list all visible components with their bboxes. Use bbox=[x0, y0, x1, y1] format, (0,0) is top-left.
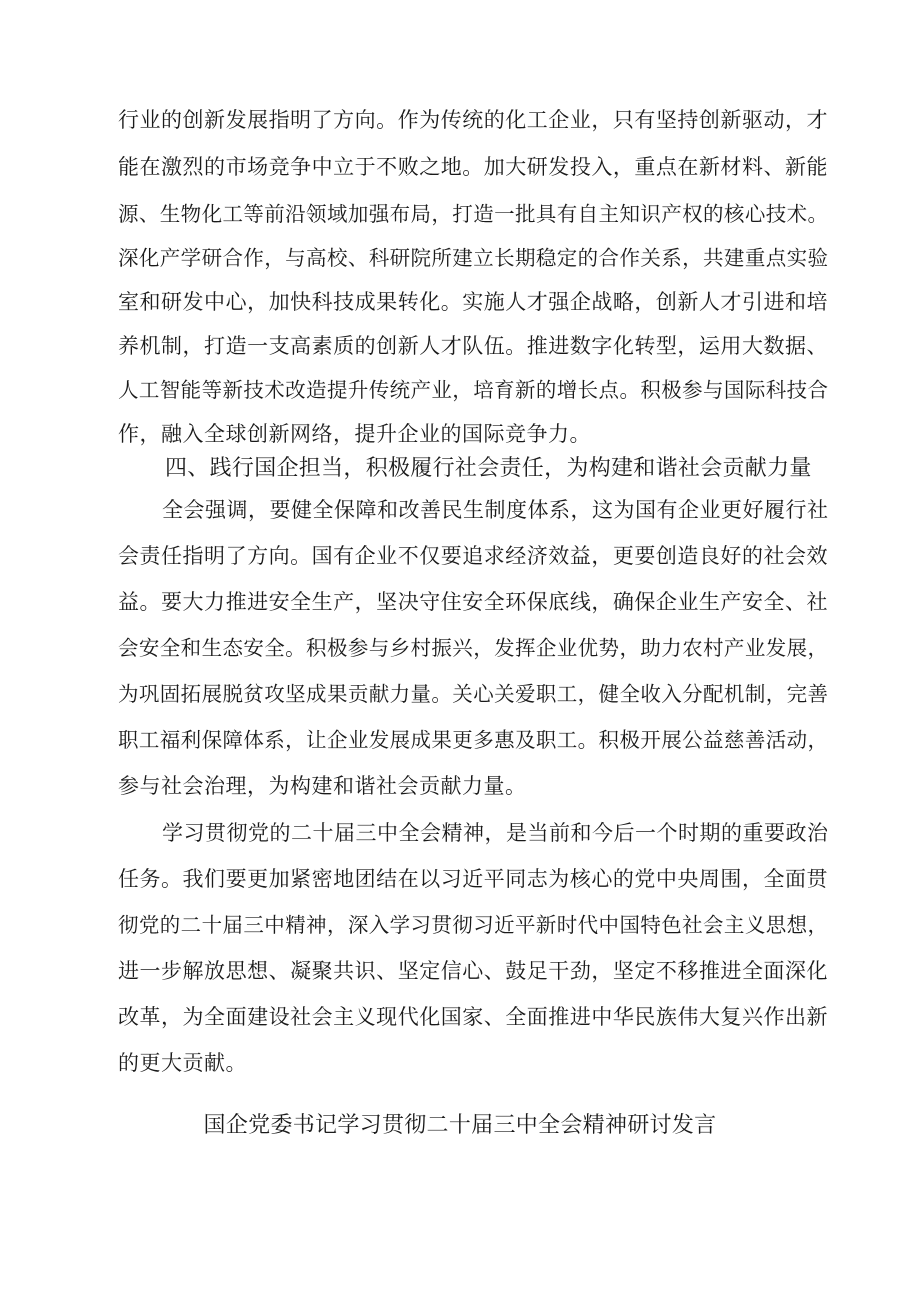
text-line: 的更大贡献。 bbox=[118, 1051, 247, 1075]
text-line: 参与社会治理，为构建和谐社会贡献力量。 bbox=[118, 774, 527, 798]
text-line: 改革，为全面建设社会主义现代化国家、全面推进中华民族伟大复兴作出新 bbox=[118, 1005, 828, 1029]
text-line: 彻党的二十届三中精神，深入学习贯彻习近平新时代中国特色社会主义思想， bbox=[118, 913, 828, 937]
article-title: 国企党委书记学习贯彻二十届三中全会精神研讨发言 bbox=[203, 1113, 717, 1138]
text-line: 职工福利保障体系，让企业发展成果更多惠及职工。积极开展公益慈善活动， bbox=[118, 728, 828, 752]
text-line: 源、生物化工等前沿领域加强布局，打造一批具有自主知识产权的核心技术。 bbox=[118, 202, 828, 226]
text-line: 会责任指明了方向。国有企业不仅要追求经济效益，更要创造良好的社会效 bbox=[118, 544, 828, 568]
text-line: 行业的创新发展指明了方向。作为传统的化工企业，只有坚持创新驱动，才 bbox=[118, 108, 828, 132]
text-line: 作，融入全球创新网络，提升企业的国际竞争力。 bbox=[118, 422, 591, 446]
text-line: 益。要大力推进安全生产，坚决守住安全环保底线，确保企业生产安全、社 bbox=[118, 590, 828, 614]
text-line: 全会强调，要健全保障和改善民生制度体系，这为国有企业更好履行社 bbox=[162, 498, 829, 522]
text-line: 养机制，打造一支高素质的创新人才队伍。推进数字化转型，运用大数据、 bbox=[118, 334, 828, 358]
text-line: 任务。我们要更加紧密地团结在以习近平同志为核心的党中央周围，全面贯 bbox=[118, 867, 828, 891]
text-line: 能在激烈的市场竞争中立于不败之地。加大研发投入，重点在新材料、新能 bbox=[118, 155, 828, 179]
text-line: 室和研发中心，加快科技成果转化。实施人才强企战略，创新人才引进和培 bbox=[118, 290, 828, 314]
text-line: 人工智能等新技术改造提升传统产业，培育新的增长点。积极参与国际科技合 bbox=[118, 378, 828, 402]
text-line: 深化产学研合作，与高校、科研院所建立长期稳定的合作关系，共建重点实验 bbox=[118, 246, 828, 270]
text-line: 进一步解放思想、凝聚共识、坚定信心、鼓足干劲，坚定不移推进全面深化 bbox=[118, 959, 828, 983]
section-heading: 四、践行国企担当，积极履行社会责任，为构建和谐社会贡献力量 bbox=[165, 456, 812, 481]
text-line: 为巩固拓展脱贫攻坚成果贡献力量。关心关爱职工，健全收入分配机制，完善 bbox=[118, 682, 828, 706]
text-line: 学习贯彻党的二十届三中全会精神，是当前和今后一个时期的重要政治 bbox=[162, 821, 829, 845]
text-line: 会安全和生态安全。积极参与乡村振兴，发挥企业优势，助力农村产业发展， bbox=[118, 636, 828, 660]
